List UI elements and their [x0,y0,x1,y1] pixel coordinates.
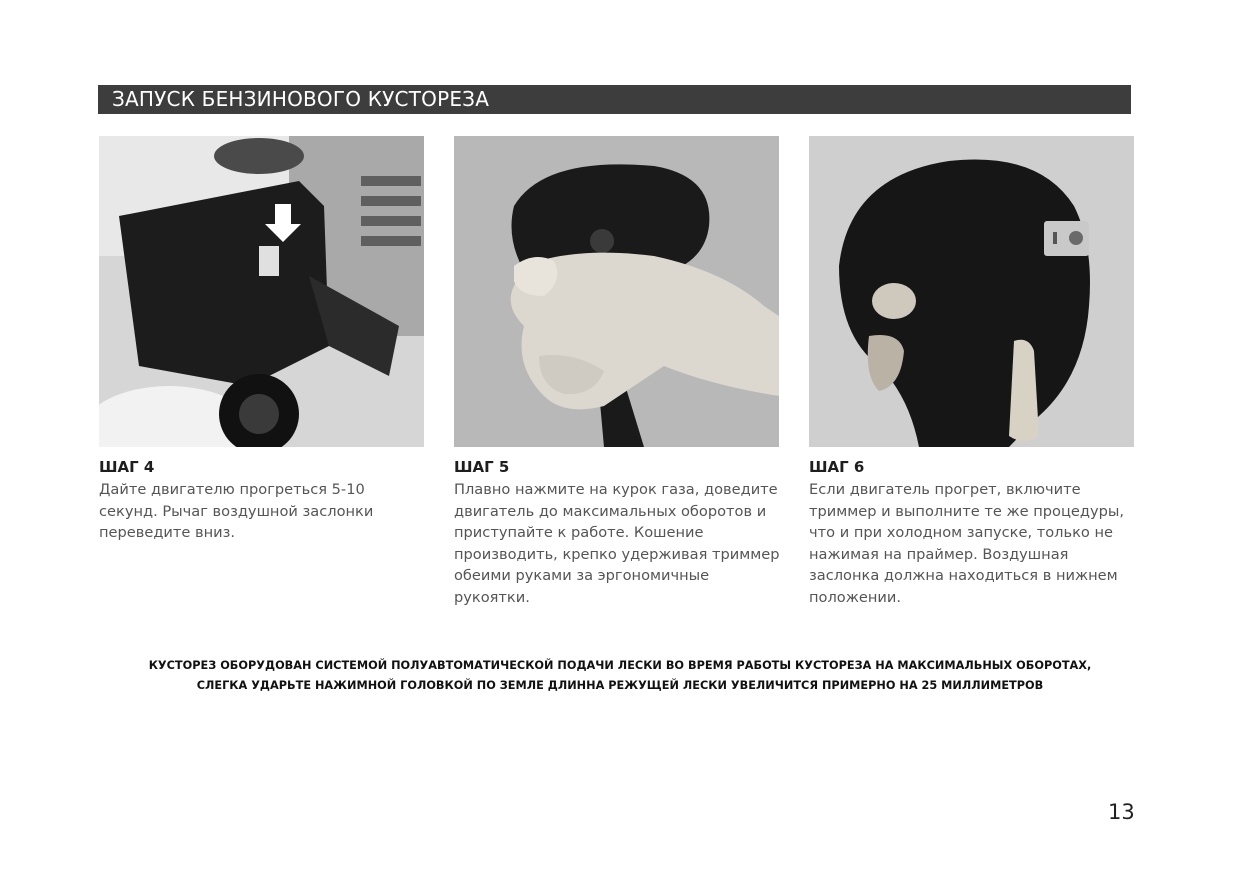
notice-line: КУСТОРЕЗ ОБОРУДОВАН СИСТЕМОЙ ПОЛУАВТОМАТИЧЕСКОЙ ПОДАЧИ ЛЕСКИ ВО ВРЕМЯ РАБОТЫ КУСТОРЕЗА НА МАКСИМАЛЬНЫХ ОБОРОТАХ, [148,659,1092,672]
step5-line: двигатель до максимальных оборотов и [454,502,767,520]
step5-line: обеими руками за эргономичные [454,567,710,585]
section-title-bar [98,85,1131,114]
step5-line: Плавно нажмите на курок газа, доведите [454,481,778,498]
step4-line: секунд. Рычаг воздушной заслонки [99,502,374,520]
notice-line: СЛЕГКА УДАРЬТЕ НАЖИМНОЙ ГОЛОВКОЙ ПО ЗЕМЛЕ ДЛИННА РЕЖУЩЕЙ ЛЕСКИ УВЕЛИЧИТСЯ ПРИМЕРНО НА 25 МИЛЛИМЕТРОВ [196,679,1044,692]
step6-line: положении. [809,588,902,606]
step6-line: заслонка должна находиться в нижнем [809,567,1118,585]
step6-text [809,479,1154,609]
step6-line: триммер и выполните те же процедуры, [809,502,1125,520]
step5-title: ШАГ 5 [454,458,510,476]
step6-photo [809,136,1134,447]
step6-line: что и при холодном запуске, только не [809,524,1114,542]
step5-line: рукоятки. [454,588,530,606]
step4-text [99,479,444,544]
step6-line: нажимая на праймер. Воздушная [809,545,1069,563]
step5-text [454,479,799,609]
step5-line: приступайте к работе. Кошение [454,524,704,542]
step4-title: ШАГ 4 [99,458,155,476]
step5-photo [454,136,779,447]
page-number: 13 [1108,800,1135,824]
step4-photo [99,136,424,447]
step4-line: переведите вниз. [99,524,236,542]
section-title: ЗАПУСК БЕНЗИНОВОГО КУСТОРЕЗА [112,87,490,111]
step6-line: Если двигатель прогрет, включите [809,481,1081,498]
notice-text [60,656,1180,696]
step6-title: ШАГ 6 [809,458,865,476]
step5-line: производить, крепко удерживая триммер [454,545,780,563]
step4-line: Дайте двигателю прогреться 5-10 [99,481,365,498]
